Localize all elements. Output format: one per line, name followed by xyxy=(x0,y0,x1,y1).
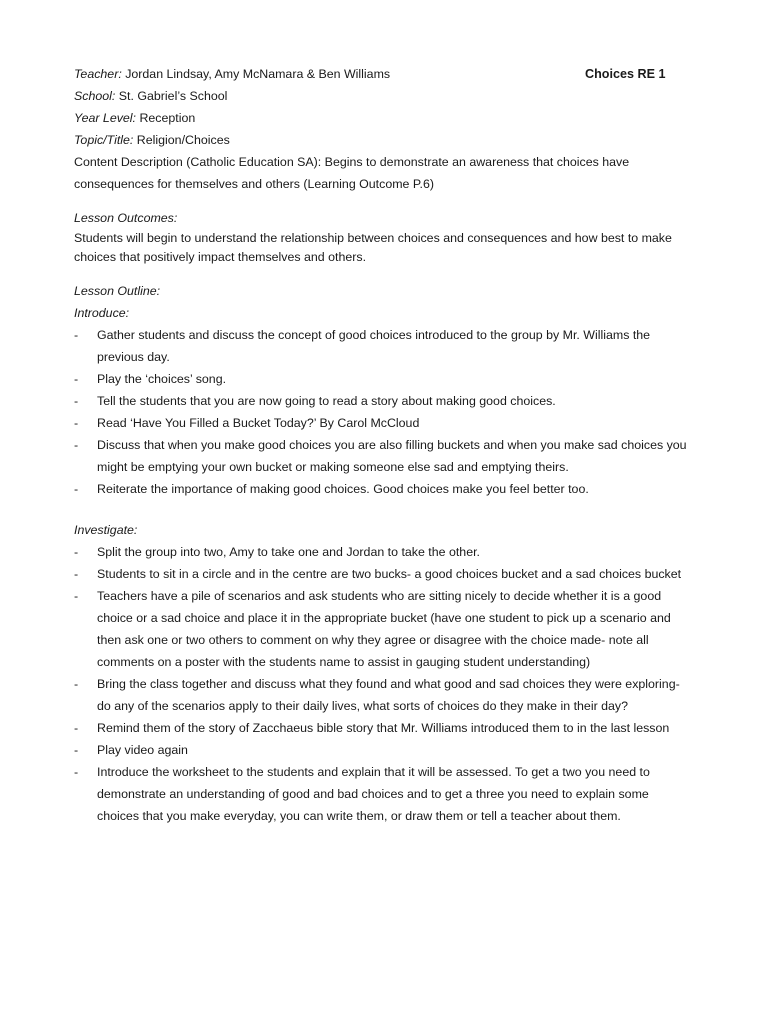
school-row xyxy=(74,85,694,107)
content-description: Content Description (Catholic Education SA): Begins to demonstrate an awareness that choices have consequences for themselves and others (Learning Outcome P.6) xyxy=(74,155,630,191)
school-value: St. Gabriel’s School xyxy=(115,89,228,103)
topic-row xyxy=(74,129,694,151)
document-code: Choices RE 1 xyxy=(585,67,666,81)
introduce-heading: Introduce: xyxy=(74,306,130,320)
topic-value: Religion/Choices xyxy=(133,133,230,147)
school-label: School: xyxy=(74,89,116,103)
teacher-value: Jordan Lindsay, Amy McNamara & Ben Williams xyxy=(121,67,391,81)
list-item: - Gather students and discuss the concept of good choices introduced to the group by Mr. Williams the previous day. xyxy=(74,328,651,364)
teacher-label: Teacher: xyxy=(74,67,122,81)
year-level-row xyxy=(74,107,694,129)
list-item: - Remind them of the story of Zacchaeus bible story that Mr. Williams introduced them to in the last lesson xyxy=(74,721,670,735)
lesson-outcomes-heading: Lesson Outcomes: xyxy=(74,211,178,225)
list-item: - Reiterate the importance of making good choices. Good choices make you feel better too. xyxy=(74,482,589,496)
year-level-label: Year Level: xyxy=(74,111,136,125)
list-item: - Tell the students that you are now going to read a story about making good choices. xyxy=(74,394,556,408)
topic-label: Topic/Title: xyxy=(74,133,134,147)
introduce-list xyxy=(74,324,694,500)
investigate-heading: Investigate: xyxy=(74,523,138,537)
year-level-value: Reception xyxy=(136,111,196,125)
list-item: - Play video again xyxy=(74,743,188,757)
list-item: - Discuss that when you make good choices you are also filling buckets and when you make sad choices you might be emptying your own bucket or making someone else sad and emptying theirs. xyxy=(74,438,687,474)
investigate-list xyxy=(74,541,694,827)
teacher-row xyxy=(74,63,694,85)
list-item: - Teachers have a pile of scenarios and ask students who are sitting nicely to decide whether it is a good choice or a sad choice and place it in the appropriate bucket (have one student to pick up a scenario and then ask one or two others to comment on why they agree or disagree with the choice made- note all comments on a poster with the students name to assist in gauging student understanding) xyxy=(74,589,671,669)
lesson-outline-heading: Lesson Outline: xyxy=(74,284,161,298)
list-item: - Bring the class together and discuss what they found and what good and sad choices they were exploring- do any of the scenarios apply to their daily lives, what sorts of choices do they make in their day? xyxy=(74,677,680,713)
lesson-plan-page xyxy=(74,63,694,827)
list-item: - Play the ‘choices’ song. xyxy=(74,372,227,386)
list-item: - Read ‘Have You Filled a Bucket Today?’ By Carol McCloud xyxy=(74,416,420,430)
list-item: - Split the group into two, Amy to take one and Jordan to take the other. xyxy=(74,545,480,559)
list-item: - Students to sit in a circle and in the centre are two bucks- a good choices bucket and a sad choices bucket xyxy=(74,567,682,581)
list-item: - Introduce the worksheet to the students and explain that it will be assessed. To get a two you need to demonstrate an understanding of good and bad choices and to get a three you need to explain some choices that you make everyday, you can write them, or draw them or tell a teacher about them. xyxy=(74,765,650,823)
lesson-outcomes-text: Students will begin to understand the relationship between choices and consequences and how best to make choices that positively impact themselves and others. xyxy=(74,231,672,264)
